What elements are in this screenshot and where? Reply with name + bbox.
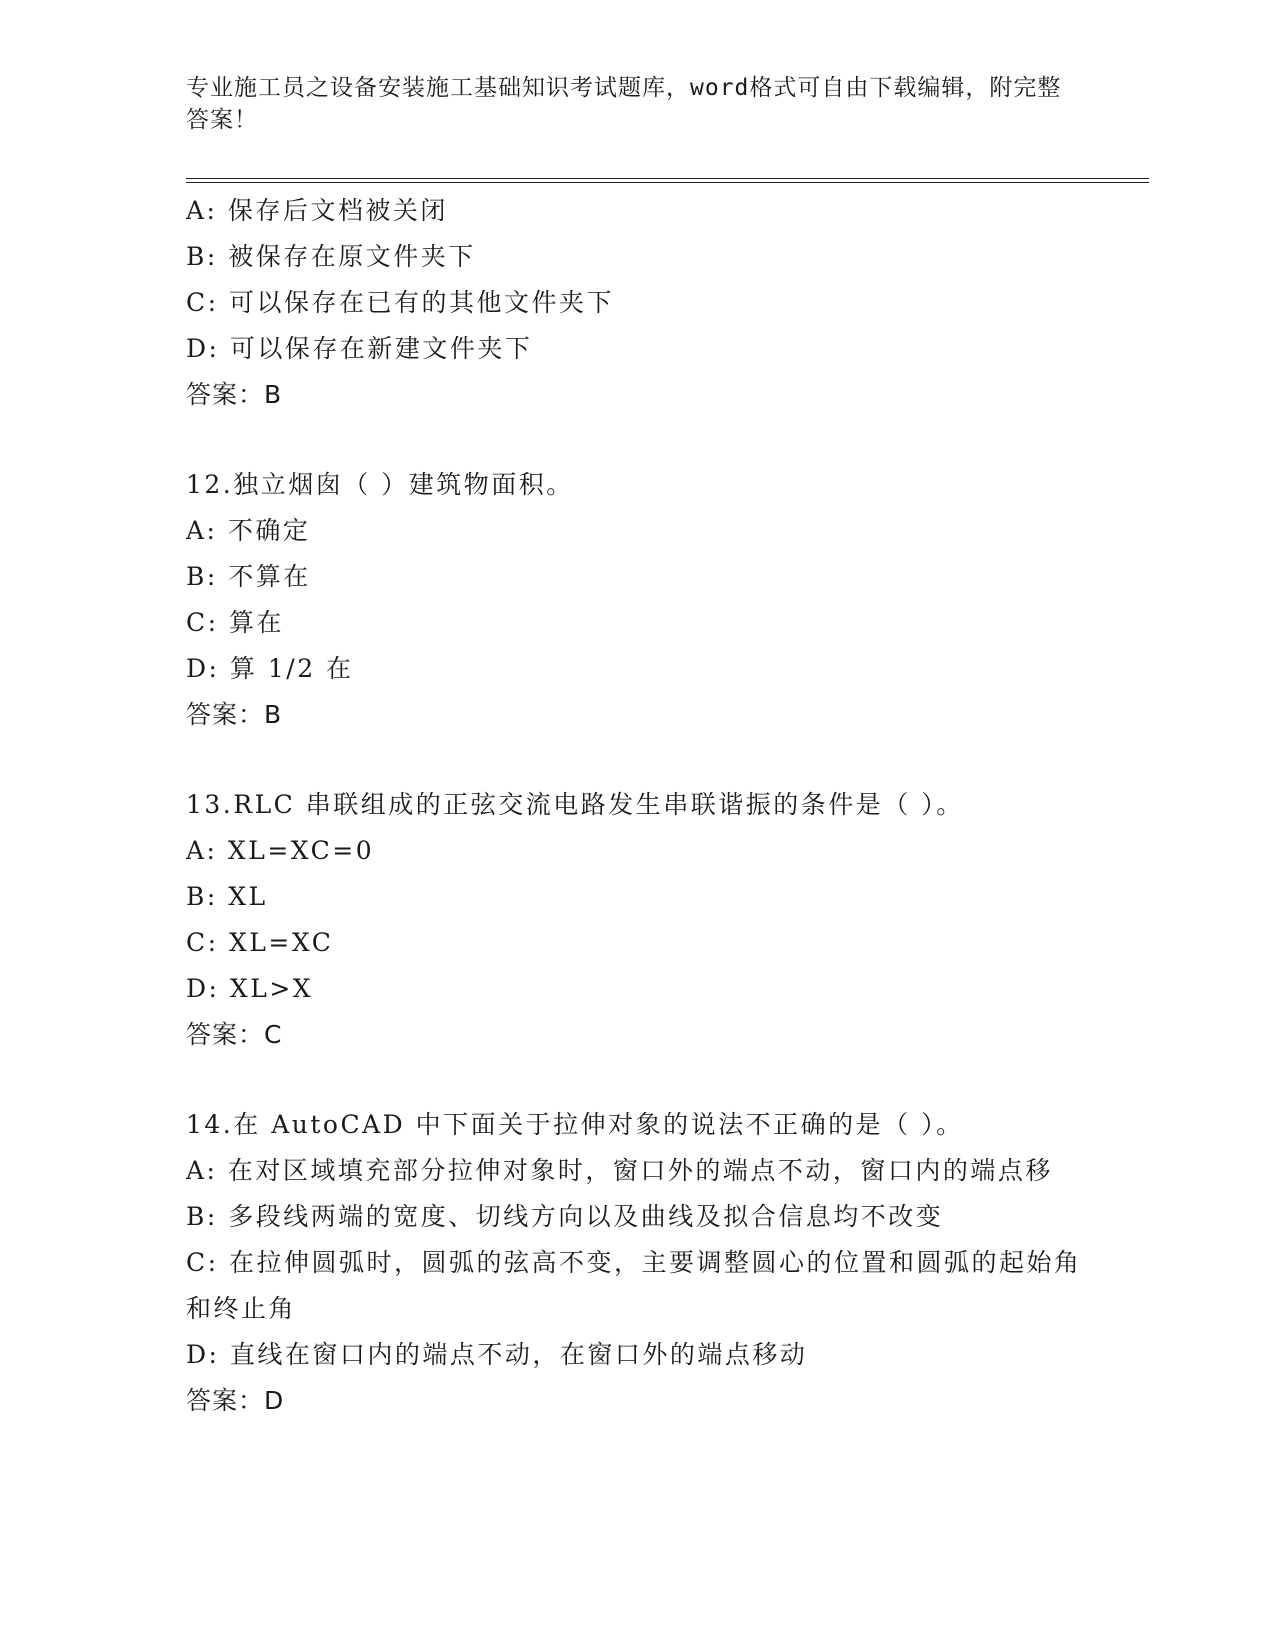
option-d: D: 直线在窗口内的端点不动，在窗口外的端点移动	[186, 1340, 808, 1369]
question-text: 12.独立烟囱（ ）建筑物面积。	[186, 470, 574, 499]
option-b: B: 被保存在原文件夹下	[186, 242, 476, 271]
option-d: D: XL>X	[186, 974, 314, 1003]
question-block-12	[186, 462, 1086, 738]
header-divider-top	[186, 178, 1149, 179]
option-c: C: 算在	[186, 608, 284, 637]
option-b: B: 多段线两端的宽度、切线方向以及曲线及拟合信息均不改变	[186, 1202, 944, 1231]
option-a: A: 不确定	[186, 516, 311, 545]
option-c: C: XL=XC	[186, 928, 334, 957]
option-b: B: XL	[186, 882, 268, 911]
option-a: A: 在对区域填充部分拉伸对象时，窗口外的端点不动，窗口内的端点移	[186, 1156, 1053, 1185]
option-d: D: 可以保存在新建文件夹下	[186, 334, 533, 363]
question-text: 14.在 AutoCAD 中下面关于拉伸对象的说法不正确的是（ ）。	[186, 1110, 964, 1139]
question-list	[186, 188, 1086, 1424]
question-block-14	[186, 1102, 1086, 1424]
option-b: B: 不算在	[186, 562, 311, 591]
option-a: A: XL=XC=0	[186, 836, 375, 865]
answer-line: 答案：B	[186, 380, 283, 409]
header-divider-bottom	[186, 182, 1149, 183]
document-header: 专业施工员之设备安装施工基础知识考试题库，word格式可自由下载编辑，附完整答案！	[186, 75, 1062, 133]
option-c: C: 可以保存在已有的其他文件夹下	[186, 288, 614, 317]
answer-line: 答案：C	[186, 1020, 283, 1049]
question-block-13	[186, 782, 1086, 1058]
question-text: 13.RLC 串联组成的正弦交流电路发生串联谐振的条件是（ ）。	[186, 790, 964, 819]
question-block-11	[186, 188, 1086, 418]
option-d: D: 算 1/2 在	[186, 654, 354, 683]
option-c: C: 在拉伸圆弧时，圆弧的弦高不变，主要调整圆心的位置和圆弧的起始角和终止角	[186, 1248, 1082, 1323]
option-a: A: 保存后文档被关闭	[186, 196, 448, 225]
answer-line: 答案：B	[186, 700, 283, 729]
answer-line: 答案：D	[186, 1386, 285, 1415]
